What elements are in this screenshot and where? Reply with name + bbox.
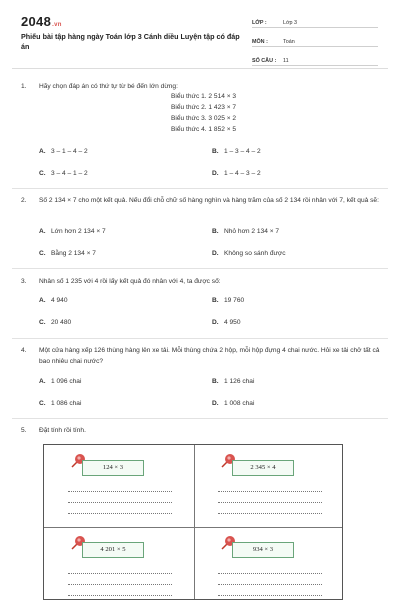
q4-option-a[interactable]: A. 1 096 chai (39, 378, 82, 385)
q2-option-d[interactable]: D. Không so sánh được (212, 250, 286, 257)
q4-option-b[interactable]: B. 1 126 chai (212, 378, 255, 385)
answer-line[interactable] (68, 573, 172, 574)
answer-line[interactable] (68, 491, 172, 492)
site-logo[interactable]: 2048.vn (21, 14, 62, 29)
q2-option-a[interactable]: A. Lớn hơn 2 134 × 7 (39, 228, 106, 235)
calc-cell (44, 527, 194, 609)
q3-option-c[interactable]: C. 20 480 (39, 319, 72, 326)
expression-3: Biểu thức 3. 3 025 × 2 (171, 115, 237, 122)
answer-line[interactable] (68, 502, 172, 503)
meta-row-question-count: SỐ CÂU : 11 (252, 52, 378, 66)
meta-row-grade: LỚP : Lớp 3 (252, 14, 378, 28)
header-divider (12, 68, 388, 69)
question-divider (12, 338, 388, 339)
q3-option-a[interactable]: A. 4 940 (39, 297, 68, 304)
answer-line[interactable] (68, 584, 172, 585)
question-4: 4. Một cửa hàng xếp 126 thùng hàng lên xe tải. Mỗi thùng chứa 2 hộp, mỗi hộp đựng 4 chai nước. Hỏi xe tải chở tất cả bao nhiêu chai nước? (21, 347, 380, 365)
question-divider (12, 418, 388, 419)
answer-line[interactable] (218, 573, 322, 574)
q3-option-b[interactable]: B. 19 760 (212, 297, 245, 304)
q1-option-c[interactable]: C. 3 – 4 – 1 – 2 (39, 170, 88, 177)
answer-line[interactable] (218, 502, 322, 503)
question-2: 2. Số 2 134 × 7 cho một kết quả. Nếu đổi chỗ chữ số hàng nghìn và hàng trăm của số 2 134 rồi nhân với 7, kết quả sẽ: (21, 197, 379, 204)
question-1: 1. Hãy chọn đáp án có thứ tự từ bé đến lớn dừng: (21, 83, 178, 90)
q4-option-c[interactable]: C. 1 086 chai (39, 400, 82, 407)
q1-option-d[interactable]: D. 1 – 4 – 3 – 2 (212, 170, 261, 177)
answer-line[interactable] (218, 584, 322, 585)
worksheet-meta (252, 14, 378, 71)
q2-option-c[interactable]: C. Bằng 2 134 × 7 (39, 250, 96, 257)
expression-2: Biểu thức 2. 1 423 × 7 (171, 104, 237, 111)
calculation-label: 2 345 × 4 (232, 460, 294, 476)
calc-cell (44, 445, 194, 527)
expression-4: Biểu thức 4. 1 852 × 5 (171, 126, 237, 133)
question-divider (12, 188, 388, 189)
q1-option-a[interactable]: A. 3 – 1 – 4 – 2 (39, 148, 88, 155)
question-3: 3. Nhân số 1 235 với 4 rồi lấy kết quả đó nhân với 4, ta được số: (21, 278, 221, 285)
question-divider (12, 268, 388, 269)
answer-line[interactable] (218, 491, 322, 492)
q4-option-d[interactable]: D. 1 008 chai (212, 400, 255, 407)
calc-cell (194, 527, 344, 609)
calculation-label: 4 201 × 5 (82, 542, 144, 558)
calculation-grid (43, 444, 343, 600)
q2-option-b[interactable]: B. Nhỏ hơn 2 134 × 7 (212, 228, 280, 235)
answer-line[interactable] (218, 513, 322, 514)
calculation-label: 124 × 3 (82, 460, 144, 476)
question-5: 5. Đặt tính rồi tính. (21, 427, 86, 434)
answer-line[interactable] (68, 595, 172, 596)
calc-cell (194, 445, 344, 527)
q1-option-b[interactable]: B. 1 – 3 – 4 – 2 (212, 148, 261, 155)
page-title: Phiếu bài tập hàng ngày Toán lớp 3 Cánh diều Luyện tập có đáp án (21, 32, 240, 51)
q3-option-d[interactable]: D. 4 950 (212, 319, 241, 326)
meta-row-subject: MÔN : Toán (252, 33, 378, 47)
calculation-label: 934 × 3 (232, 542, 294, 558)
answer-line[interactable] (218, 595, 322, 596)
answer-line[interactable] (68, 513, 172, 514)
expression-1: Biểu thức 1. 2 514 × 3 (171, 93, 237, 100)
